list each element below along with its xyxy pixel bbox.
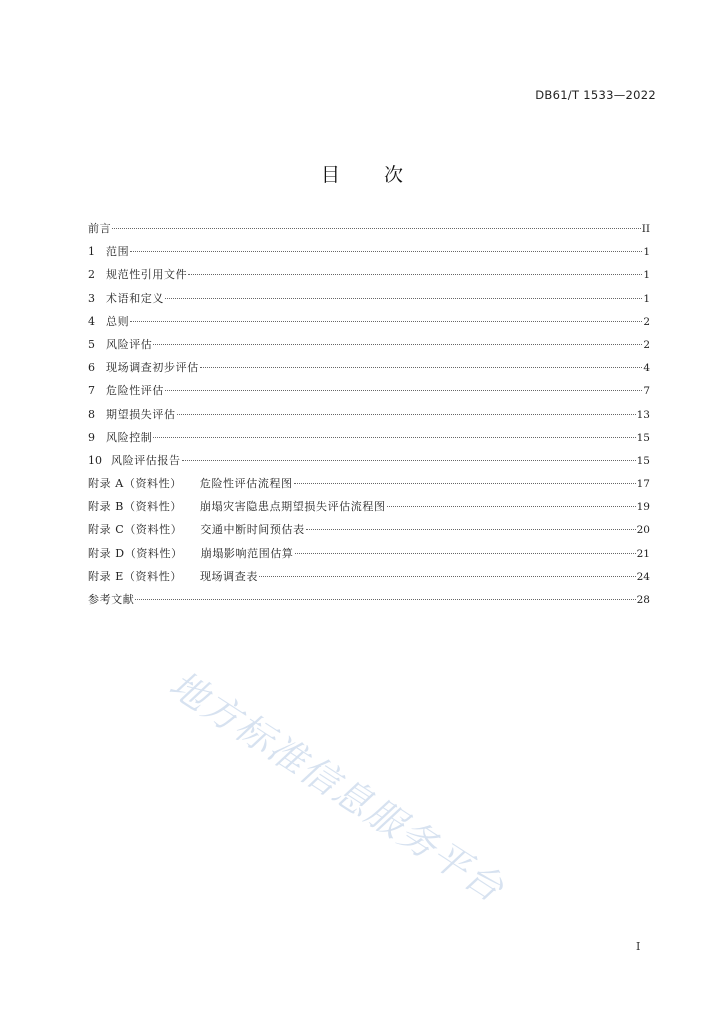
toc-entry-page: 2 [643, 315, 650, 328]
toc-appendix-d[interactable] [88, 542, 650, 565]
dot-leader [295, 545, 636, 554]
appendix-title: 崩塌影响范围估算 [200, 546, 294, 560]
toc-entry-title: 风险评估报告 [111, 453, 181, 467]
dot-leader [182, 452, 636, 461]
toc-appendix-a[interactable] [88, 472, 650, 495]
toc-entry-page: 24 [636, 570, 650, 583]
dot-leader [153, 336, 642, 345]
toc-entry-page: 20 [636, 524, 650, 537]
toc-entry-page: 1 [643, 246, 650, 259]
toc-entry-number: 5 [88, 337, 95, 351]
toc-appendix-e[interactable] [88, 565, 650, 588]
toc-entry-7[interactable] [88, 379, 650, 402]
toc-entry-8[interactable] [88, 403, 650, 426]
toc-entry-10[interactable] [88, 449, 650, 472]
toc-entry-page: 7 [643, 385, 650, 398]
toc-entry-page: 1 [643, 269, 650, 282]
dot-leader [294, 475, 636, 484]
appendix-label: 附录 D（资料性） [88, 546, 183, 560]
page-title [0, 160, 724, 187]
dot-leader [200, 359, 643, 368]
dot-leader [153, 429, 635, 438]
toc-entry-5[interactable] [88, 333, 650, 356]
appendix-title: 现场调查表 [199, 569, 258, 583]
dot-leader [188, 266, 642, 275]
toc-entry-number: 7 [88, 384, 95, 398]
title-char-1: 目 [320, 164, 340, 186]
dot-leader [387, 498, 636, 507]
toc-entry-number: 8 [88, 407, 95, 421]
toc-entry-title: 现场调查初步评估 [106, 361, 199, 375]
toc-entry-number: 4 [88, 314, 95, 328]
toc-entry-page: 1 [643, 292, 650, 305]
toc-entry-9[interactable] [88, 426, 650, 449]
toc-entry-6[interactable] [88, 356, 650, 379]
toc-entry-number: 10 [88, 453, 102, 467]
toc-entry-1[interactable] [88, 240, 650, 263]
toc-entry-title: 术语和定义 [106, 291, 164, 305]
toc-entry-number: 1 [88, 245, 95, 259]
appendix-label: 附录 E（资料性） [88, 569, 182, 583]
title-char-2: 次 [384, 164, 404, 186]
appendix-title: 危险性评估流程图 [199, 477, 293, 491]
toc-entry-references[interactable] [88, 588, 650, 611]
toc-entry-4[interactable] [88, 310, 650, 333]
toc-entry-number: 6 [88, 361, 95, 375]
toc-entry-number: 2 [88, 268, 95, 282]
toc-entry-page: 2 [643, 338, 650, 351]
toc-appendix-c[interactable] [88, 518, 650, 541]
dot-leader [130, 243, 642, 252]
dot-leader [165, 290, 642, 299]
toc-entry-title: 危险性评估 [106, 384, 164, 398]
toc-entry-2[interactable] [88, 263, 650, 286]
toc-entry-number: 9 [88, 430, 95, 444]
dot-leader [165, 382, 642, 391]
toc-entry-title: 范围 [106, 245, 130, 259]
toc-entry-page: 19 [636, 501, 650, 514]
dot-leader [177, 406, 636, 415]
page-number: I [636, 940, 641, 953]
toc-entry-page: II [641, 223, 650, 235]
toc-entry-title: 规范性引用文件 [106, 268, 188, 282]
toc-entry-foreword[interactable] [88, 217, 650, 240]
toc-entry-title: 风险控制 [106, 430, 153, 444]
dot-leader [130, 313, 642, 322]
dot-leader [135, 591, 635, 600]
appendix-title: 崩塌灾害隐患点期望损失评估流程图 [199, 500, 386, 514]
toc-entry-page: 17 [636, 478, 650, 491]
appendix-label: 附录 C（资料性） [88, 523, 183, 537]
standard-code: DB61/T 1533—2022 [535, 88, 656, 102]
toc-entry-title: 参考文献 [88, 593, 135, 606]
toc-entry-title: 前言 [88, 222, 112, 235]
toc-entry-page: 28 [636, 594, 650, 606]
appendix-label: 附录 B（资料性） [88, 500, 182, 514]
toc-entry-number: 3 [88, 291, 95, 305]
toc-entry-page: 21 [636, 547, 650, 560]
toc-entry-page: 15 [636, 431, 650, 444]
toc-entry-page: 4 [643, 362, 650, 375]
toc-entry-title: 期望损失评估 [106, 407, 176, 421]
dot-leader [306, 521, 636, 530]
appendix-label: 附录 A（资料性） [88, 477, 182, 491]
appendix-title: 交通中断时间预估表 [200, 523, 305, 537]
dot-leader [259, 568, 636, 577]
toc-entry-page: 15 [636, 454, 650, 467]
toc-entry-3[interactable] [88, 287, 650, 310]
dot-leader [112, 220, 641, 229]
toc-entry-page: 13 [636, 408, 650, 421]
toc-appendix-b[interactable] [88, 495, 650, 518]
table-of-contents [88, 217, 650, 611]
toc-entry-title: 风险评估 [106, 337, 153, 351]
toc-entry-title: 总则 [106, 314, 130, 328]
watermark: 地方标准信息服务平台 [161, 662, 513, 912]
